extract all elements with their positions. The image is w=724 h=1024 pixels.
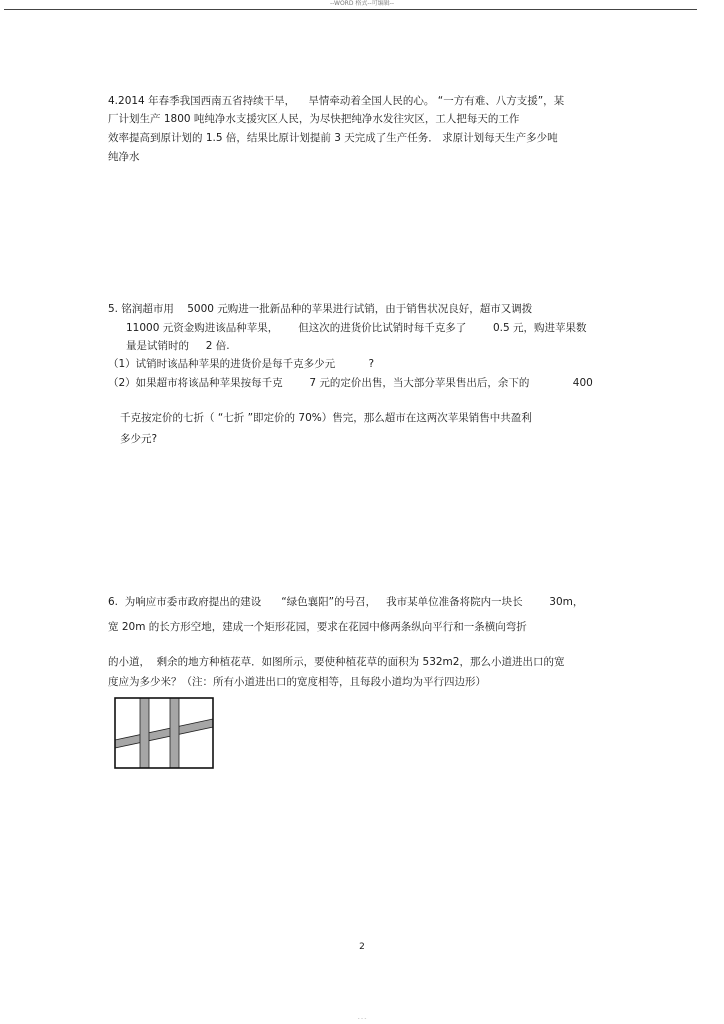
q6-line-2: 宽 20m 的长方形空地，建成一个矩形花园，要求在花园中修两条纵向平行和一条横向弯折 bbox=[108, 621, 527, 633]
q5-line-5: （2）如果超市将该品种苹果按每千克 7 元的定价出售，当大部分苹果售出后，余下的 400 bbox=[108, 377, 593, 389]
q6-line-1: 6. 为响应市委市政府提出的建设 “绿色襄阳”的号召， 我市某单位准备将院内一块长 30m， bbox=[108, 596, 584, 608]
vertical-path-right bbox=[170, 698, 179, 768]
page-footer: - - - bbox=[357, 1016, 367, 1022]
q5-line-6: 千克按定价的七折（ “七折 ”即定价的 70%）售完，那么超市在这两次苹果销售中共盈利 bbox=[120, 412, 532, 424]
header-rule bbox=[4, 9, 697, 10]
page-number: 2 bbox=[359, 942, 365, 952]
vertical-path-left bbox=[140, 698, 149, 768]
horizontal-path bbox=[115, 719, 213, 748]
q6-line-4: 度应为多少米？（注：所有小道进出口的宽度相等，且每段小道均为平行四边形） bbox=[108, 676, 486, 688]
q4-line-4: 纯净水 bbox=[108, 151, 140, 163]
q5-line-4: （1）试销时该品种苹果的进货价是每千克多少元 ? bbox=[108, 358, 375, 370]
q4-line-3: 效率提高到原计划的 1.5 倍，结果比原计划提前 3 天完成了生产任务． 求原计划每天生产多少吨 bbox=[108, 132, 558, 144]
page-header: --WORD 格式--可编辑-- bbox=[329, 0, 395, 7]
q5-line-3: 量是试销时的 2 倍. bbox=[126, 340, 230, 352]
q4-line-2: 厂计划生产 1800 吨纯净水支援灾区人民，为尽快把纯净水发往灾区，工人把每天的工作 bbox=[108, 113, 520, 125]
q5-line-7: 多少元? bbox=[120, 433, 158, 445]
garden-figure bbox=[114, 697, 214, 769]
q6-line-3: 的小道， 剩余的地方种植花草．如图所示，要使种植花草的面积为 532m2，那么小道进出口的宽 bbox=[108, 656, 565, 668]
q4-line-1: 4.2014 年春季我国西南五省持续干旱， 旱情牵动着全国人民的心。 “一方有难、八方支援”，某 bbox=[108, 95, 565, 107]
q5-line-1: 5. 铭润超市用 5000 元购进一批新品种的苹果进行试销，由于销售状况良好，超市又调拨 bbox=[108, 303, 533, 315]
q5-line-2: 11000 元资金购进该品种苹果， 但这次的进货价比试销时每千克多了 0.5 元，购进苹果数 bbox=[126, 322, 587, 334]
